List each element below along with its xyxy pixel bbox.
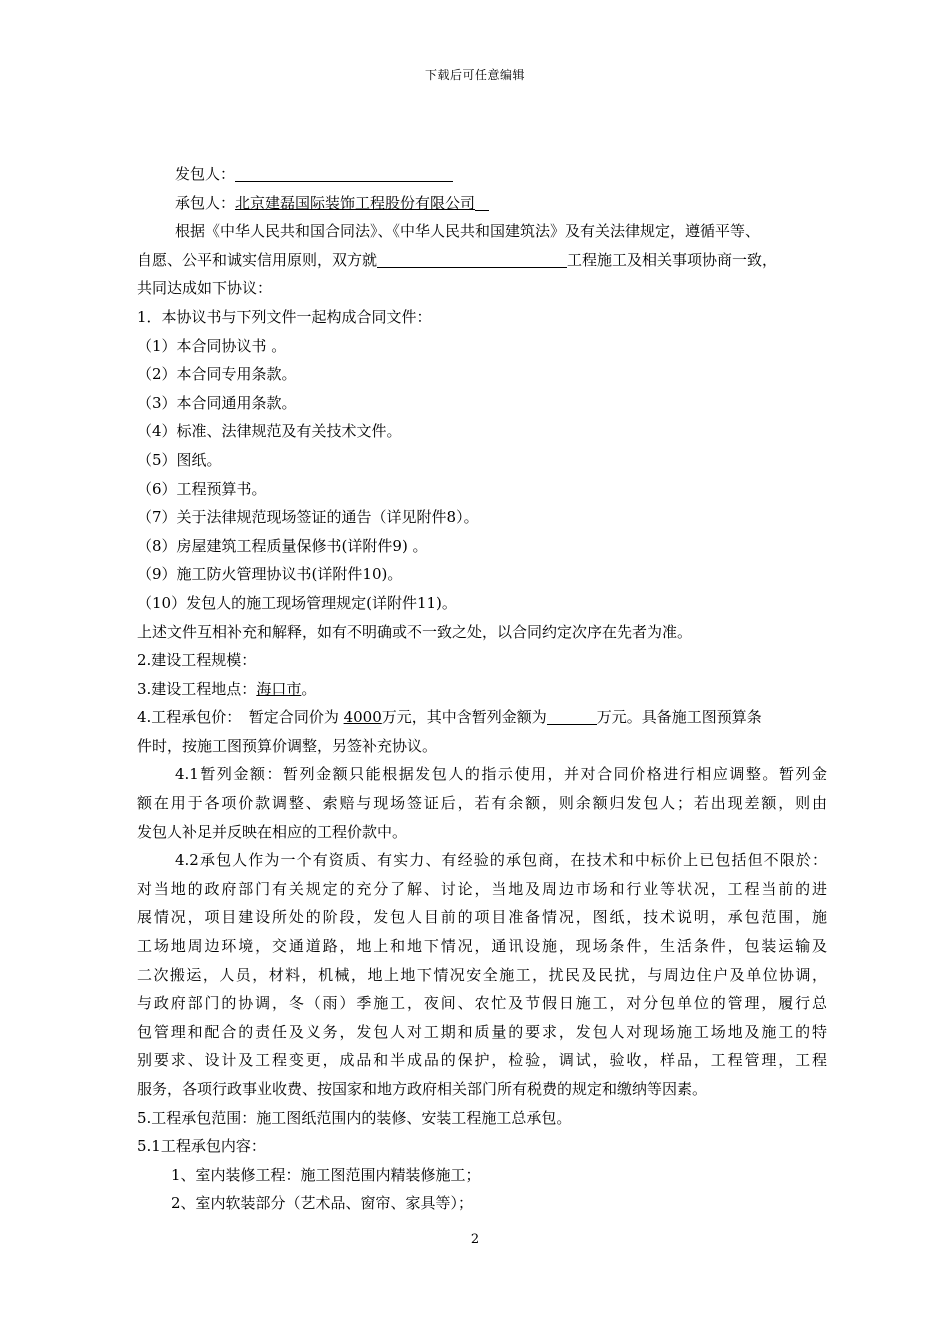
list-item: （8）房屋建筑工程质量保修书(详附件9) 。 bbox=[137, 536, 428, 555]
section-3-line bbox=[137, 675, 827, 704]
page-header: 下载后可任意编辑 bbox=[424, 68, 525, 82]
employer-label: 发包人： bbox=[175, 165, 236, 183]
project-name-blank bbox=[377, 250, 567, 268]
section-4-line-1 bbox=[137, 703, 827, 732]
precedence-note: 上述文件互相补充和解释，如有不明确或不一致之处，以合同约定次序在先者为准。 bbox=[137, 622, 693, 641]
page-number: 2 bbox=[470, 1232, 480, 1247]
list-item: （1）本合同协议书 。 bbox=[137, 336, 287, 355]
list-item: （5）图纸。 bbox=[137, 450, 222, 469]
paragraph-line: 与政府部门的协调，冬（雨）季施工，夜间、农忙及节假日施工，对分包单位的管理，履行总 bbox=[137, 994, 827, 1013]
paragraph-line: 别要求、设计及工程变更，成品和半成品的保护，检验，调试，验收，样品，工程管理，工程 bbox=[137, 1051, 827, 1070]
list-item: （3）本合同通用条款。 bbox=[137, 393, 297, 412]
intro-line-2 bbox=[137, 246, 827, 275]
contractor-label: 承包人： bbox=[175, 193, 236, 212]
list-item: 2、室内软装部分（艺术品、窗帘、家具等）； bbox=[171, 1194, 474, 1213]
section-1-title: 1．本协议书与下列文件一起构成合同文件： bbox=[137, 307, 432, 326]
provisional-sum-blank bbox=[547, 707, 597, 725]
employer-line bbox=[137, 160, 827, 189]
paragraph-line: 包管理和配合的责任及义务，发包人对工期和质量的要求，发包人对现场施工场地及施工的特 bbox=[137, 1022, 827, 1041]
list-item: （4）标准、法律规范及有关技术文件。 bbox=[137, 422, 402, 441]
list-item: （9）施工防火管理协议书(详附件10)。 bbox=[137, 565, 403, 584]
section-4-line-2: 件时，按施工图预算价调整，另签补充协议。 bbox=[137, 736, 438, 755]
list-item: 1、室内装修工程：施工图范围内精装修施工； bbox=[171, 1165, 481, 1184]
contract-documents-list bbox=[137, 332, 827, 618]
contract-amount: 4000 bbox=[343, 708, 382, 727]
paragraph-line: 对当地的政府部门有关规定的充分了解、讨论，当地及周边市场和行业等状况，工程当前的进 bbox=[137, 879, 827, 898]
employer-blank bbox=[235, 164, 453, 182]
document-body bbox=[137, 160, 827, 1218]
paragraph-4-2 bbox=[137, 846, 827, 1103]
contractor-name: 北京建磊国际装饰工程股份有限公司 bbox=[235, 193, 476, 212]
paragraph-line: 二次搬运，人员，材料，机械，地上地下情况安全施工，扰民及民扰，与周边住户及单位协调， bbox=[137, 965, 827, 984]
location-label: 3.建设工程地点： bbox=[137, 679, 257, 698]
contractor-blank bbox=[475, 193, 489, 211]
section-2-title: 2.建设工程规模： bbox=[137, 651, 257, 670]
location-value: 海口市 bbox=[256, 679, 302, 698]
paragraph-line: 服务，各项行政事业收费、按国家和地方政府相关部门所有税费的规定和缴纳等因素。 bbox=[137, 1080, 708, 1098]
list-item: （6）工程预算书。 bbox=[137, 479, 267, 498]
period: 。 bbox=[301, 679, 317, 698]
price-text-c: 万元。具备施工图预算条 bbox=[596, 708, 762, 727]
section-5-1-title: 5.1工程承包内容： bbox=[137, 1137, 266, 1156]
paragraph-line: 额在用于各项价款调整、索赔与现场签证后，若有余额，则余额归发包人；若出现差额，则由 bbox=[137, 794, 827, 813]
intro-text-b: 工程施工及相关事项协商一致， bbox=[567, 250, 778, 269]
list-item: （2）本合同专用条款。 bbox=[137, 365, 297, 384]
intro-line-3: 共同达成如下协议： bbox=[137, 279, 273, 298]
paragraph-line: 工场地周边环境，交通道路，地上和地下情况，通讯设施，现场条件，生活条件，包装运输及 bbox=[137, 937, 827, 956]
paragraph-line: 展情况，项目建设所处的阶段，发包人目前的项目准备情况，图纸，技术说明，承包范围，施 bbox=[137, 908, 827, 927]
paragraph-line: 发包人补足并反映在相应的工程价款中。 bbox=[137, 822, 408, 841]
section-5-title: 5.工程承包范围：施工图纸范围内的装修、安装工程施工总承包。 bbox=[137, 1108, 572, 1127]
price-text-b: 万元，其中含暂列金额为 bbox=[381, 708, 547, 727]
paragraph-line: 4.2承包人作为一个有资质、有实力、有经验的承包商，在技术和中标价上已包括但不限於： bbox=[175, 851, 827, 870]
intro-text-a: 自愿、公平和诚实信用原则，双方就 bbox=[137, 250, 378, 269]
price-text-a: 4.工程承包价： 暂定合同价为 bbox=[137, 708, 344, 727]
paragraph-4-1 bbox=[137, 760, 827, 846]
paragraph-line: 4.1暂列金额：暂列金额只能根据发包人的指示使用，并对合同价格进行相应调整。暂列金 bbox=[175, 765, 827, 784]
contractor-line bbox=[137, 189, 827, 218]
intro-line-1: 根据《中华人民共和国合同法》、《中华人民共和国建筑法》及有关法律规定，遵循平等、 bbox=[175, 222, 761, 241]
list-item: （7）关于法律规范现场签证的通告（详见附件8）。 bbox=[137, 508, 479, 527]
list-item: （10）发包人的施工现场管理规定(详附件11)。 bbox=[137, 593, 457, 612]
